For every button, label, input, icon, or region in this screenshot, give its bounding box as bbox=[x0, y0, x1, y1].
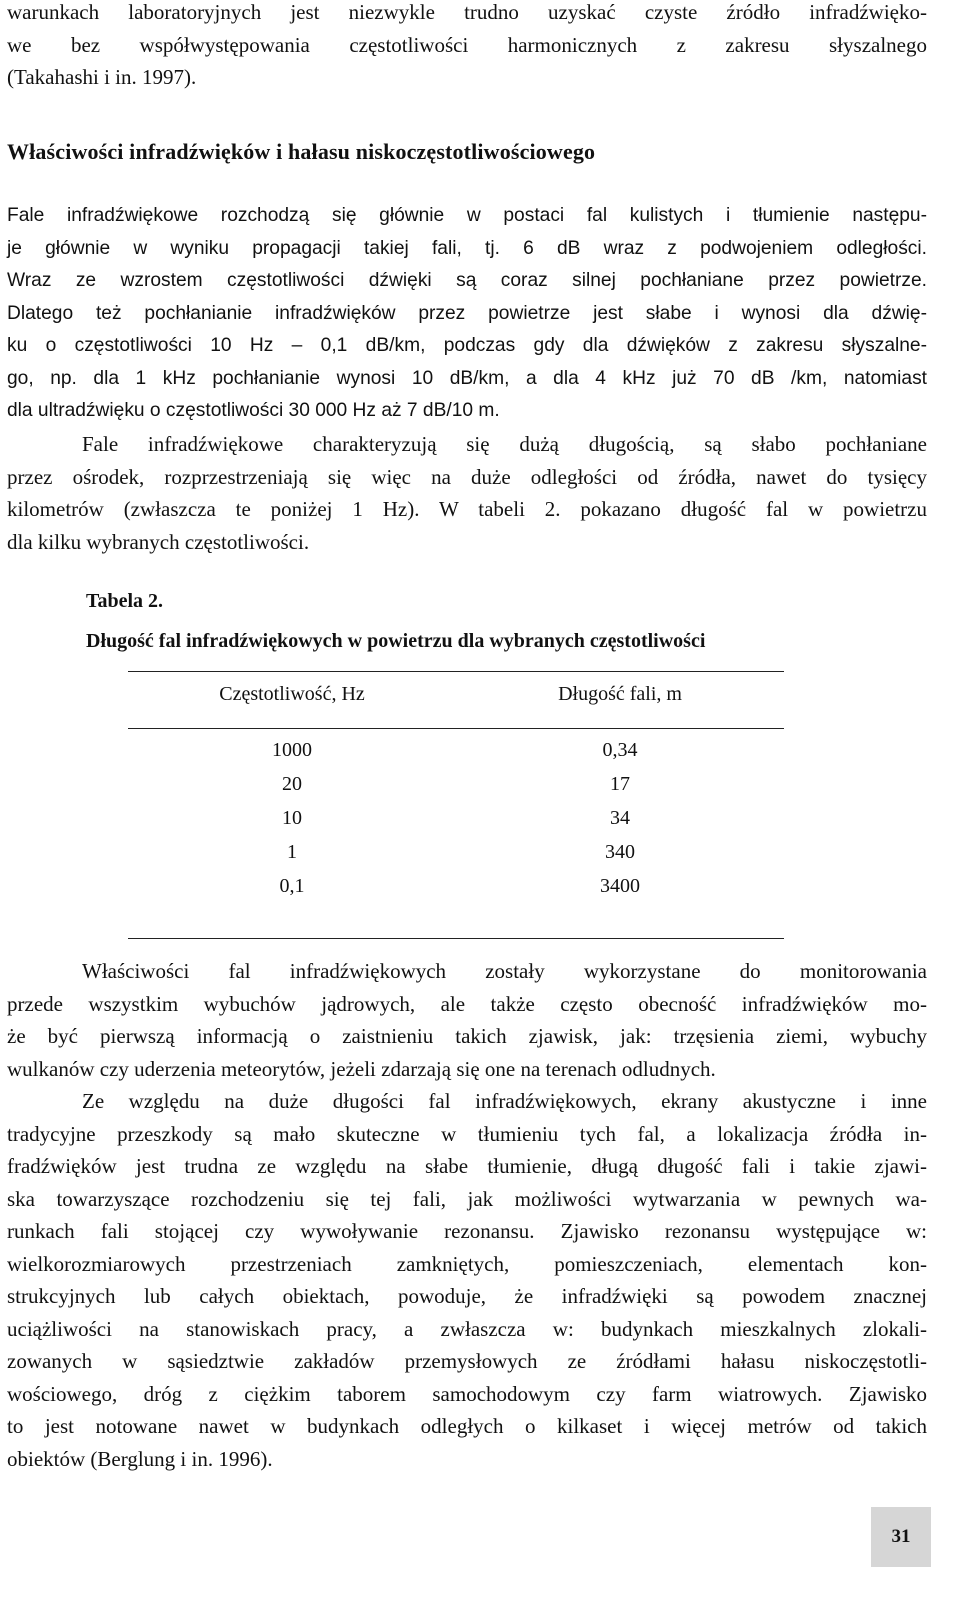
paragraph-barriers bbox=[7, 1085, 927, 1475]
table-cell: 17 bbox=[610, 773, 630, 795]
text-line: Fale infradźwiękowe rozchodzą się głównie w postaci fal kulistych i tłumienie następu- bbox=[7, 205, 927, 226]
text-line: tradycyjne przeszkody są mało skuteczne w tłumieniu tych fal, a lokalizacja źródła in- bbox=[7, 1121, 927, 1146]
table-cell: 0,34 bbox=[602, 739, 638, 761]
text-line: je głównie w wyniku propagacji takiej fali, tj. 6 dB wraz z podwojeniem odległości. bbox=[7, 237, 927, 259]
text-line: strukcyjnych lub całych obiektach, powoduje, że infradźwięki są powodem znacznej bbox=[7, 1284, 927, 1308]
paragraph-monitoring bbox=[7, 955, 927, 1085]
table-cell: 10 bbox=[282, 807, 302, 829]
text-line: ku o częstotliwości 10 Hz – 0,1 dB/km, podczas gdy dla dźwięków z zakresu słyszalne- bbox=[7, 335, 927, 356]
text-line: runkach fali stojącej czy wywoływanie rezonansu. Zjawisko rezonansu występujące w: bbox=[7, 1219, 927, 1243]
table-cell: 1000 bbox=[272, 739, 312, 761]
text-line: (Takahashi i in. 1997). bbox=[7, 65, 197, 89]
text-line: dla ultradźwięku o częstotliwości 30 000 Hz aż 7 dB/10 m. bbox=[7, 400, 500, 421]
table-header-rule bbox=[128, 728, 784, 729]
text-line: obiektów (Berglung i in. 1996). bbox=[7, 1446, 273, 1471]
text-line: zowanych w sąsiedztwie zakładów przemysłowych ze źródłami hałasu niskoczęstotli- bbox=[7, 1349, 927, 1373]
table-cell: 340 bbox=[605, 841, 635, 863]
text-line: Wraz ze wzrostem częstotliwości dźwięki są coraz silnej pochłaniane przez powietrze. bbox=[7, 270, 927, 291]
text-line: kilometrów (zwłaszcza te poniżej 1 Hz). W tabeli 2. pokazano długość fal w powietrzu bbox=[7, 497, 927, 521]
text-line: uciążliwości na stanowiskach pracy, a zwłaszcza w: budynkach mieszkalnych zlokali- bbox=[7, 1316, 927, 1341]
table-top-rule bbox=[128, 671, 784, 672]
text-line: że być pierwszą informacją o zaistnieniu takich zjawisk, jak: trzęsienia ziemi, wybuchy bbox=[7, 1024, 927, 1048]
table-cell: 34 bbox=[610, 807, 630, 829]
table-cell: 3400 bbox=[600, 875, 640, 897]
section-heading: Właściwości infradźwięków i hałasu niskoczęstotliwościowego bbox=[7, 139, 596, 164]
column-frequency bbox=[128, 733, 456, 903]
text-line: fradźwięków jest trudna ze względu na słabe tłumienie, długą długość fali i takie zjawi- bbox=[7, 1154, 927, 1178]
table-cell: 1 bbox=[287, 841, 297, 863]
table-title: Długość fal infradźwiękowych w powietrzu dla wybranych częstotliwości bbox=[86, 630, 706, 652]
paragraph-wavelength bbox=[7, 428, 927, 558]
paragraph-propagation bbox=[7, 200, 927, 428]
text-line: Ze względu na duże długości fal infradźwiękowych, ekrany akustyczne i inne bbox=[82, 1089, 927, 1113]
text-line: Właściwości fal infradźwiękowych zostały wykorzystane do monitorowania bbox=[82, 959, 927, 983]
text-line: ska towarzyszące rozchodzeniu się tej fali, jak możliwości wytwarzania w pewnych wa- bbox=[7, 1186, 927, 1211]
text-line: to jest notowane nawet w budynkach odległych o kilkaset i więcej metrów od takich bbox=[7, 1414, 927, 1438]
column-header-wavelength: Długość fali, m bbox=[558, 683, 682, 705]
text-line: wielkorozmiarowych przestrzeniach zamkniętych, pomieszczeniach, elementach kon- bbox=[7, 1251, 927, 1276]
text-line: przez ośrodek, rozprzestrzeniają się więc na duże odległości od źródła, nawet do tysięcy bbox=[7, 464, 927, 489]
table-cell: 20 bbox=[282, 773, 302, 795]
table-bottom-rule bbox=[128, 938, 784, 939]
table-cell: 0,1 bbox=[279, 875, 305, 897]
column-wavelength bbox=[456, 733, 784, 903]
wavelength-table bbox=[128, 671, 784, 939]
text-line: go, np. dla 1 kHz pochłanianie wynosi 10 dB/km, a dla 4 kHz już 70 dB /km, natomiast bbox=[7, 367, 927, 389]
text-line: warunkach laboratoryjnych jest niezwykle trudno uzyskać czyste źródło infradźwięko- bbox=[7, 0, 927, 24]
text-line: wościowego, dróg z ciężkim taborem samochodowym czy farm wiatrowych. Zjawisko bbox=[7, 1381, 927, 1406]
intro-paragraph bbox=[7, 0, 927, 94]
text-line: Dlatego też pochłanianie infradźwięków przez powietrze jest słabe i wynosi dla dźwię- bbox=[7, 302, 927, 324]
page-number: 31 bbox=[871, 1507, 931, 1567]
text-line: we bez współwystępowania częstotliwości harmonicznych z zakresu słyszalnego bbox=[7, 32, 927, 57]
table-label: Tabela 2. bbox=[86, 590, 164, 612]
text-line: przede wszystkim wybuchów jądrowych, ale także często obecność infradźwięków mo- bbox=[7, 991, 927, 1016]
column-header-frequency: Częstotliwość, Hz bbox=[219, 683, 365, 705]
text-line: Fale infradźwiękowe charakteryzują się dużą długością, są słabo pochłaniane bbox=[82, 432, 927, 456]
text-line: dla kilku wybranych częstotliwości. bbox=[7, 529, 310, 554]
text-line: wulkanów czy uderzenia meteorytów, jeżeli zdarzają się one na terenach odludnych. bbox=[7, 1056, 716, 1081]
